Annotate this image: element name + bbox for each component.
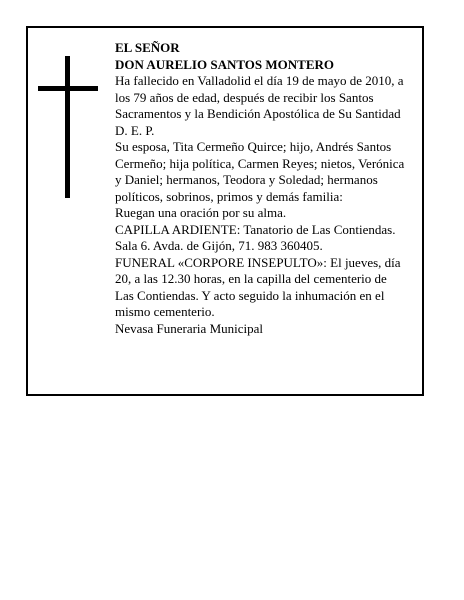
body-line: CAPILLA ARDIENTE: Tanatorio de Las Contiendas.	[115, 221, 396, 237]
cross-icon	[38, 56, 98, 198]
body-line: Nevasa Funeraria Municipal	[115, 320, 264, 336]
body-line: Las Contiendas. Y acto seguido la inhumación en el	[115, 287, 385, 303]
cross-vertical-bar	[65, 56, 70, 198]
body-line: D. E. P.	[115, 122, 155, 138]
body-line: los 79 años de edad, después de recibir los Santos	[115, 89, 374, 105]
body-line: Ha fallecido en Valladolid el día 19 de mayo de 2010, a	[115, 73, 404, 88]
body-line: FUNERAL «CORPORE INSEPULTO»: El jueves, día	[115, 254, 401, 270]
body-line: y Daniel; hermanos, Teodora y Soledad; hermanos	[115, 172, 378, 187]
body-line: Ruegan una oración por su alma.	[115, 205, 287, 220]
body-line: Sacramentos y la Bendición Apostólica de Su Santidad	[115, 106, 401, 121]
body-line: Cermeño; hija política, Carmen Reyes; nietos, Verónica	[115, 155, 405, 171]
obituary-text	[115, 40, 421, 337]
body-line: Sala 6. Avda. de Gijón, 71. 983 360405.	[115, 238, 323, 253]
title-line-2: DON AURELIO SANTOS MONTERO	[115, 56, 334, 72]
body-line: políticos, sobrinos, primos y demás familia:	[115, 188, 343, 204]
obituary-notice	[26, 26, 424, 396]
body-line: Su esposa, Tita Cermeño Quirce; hijo, Andrés Santos	[115, 139, 392, 154]
title-line-1: EL SEÑOR	[115, 40, 180, 55]
cross-horizontal-bar	[38, 86, 98, 91]
body-line: mismo cementerio.	[115, 304, 215, 319]
body-line: 20, a las 12.30 horas, en la capilla del cementerio de	[115, 271, 387, 286]
